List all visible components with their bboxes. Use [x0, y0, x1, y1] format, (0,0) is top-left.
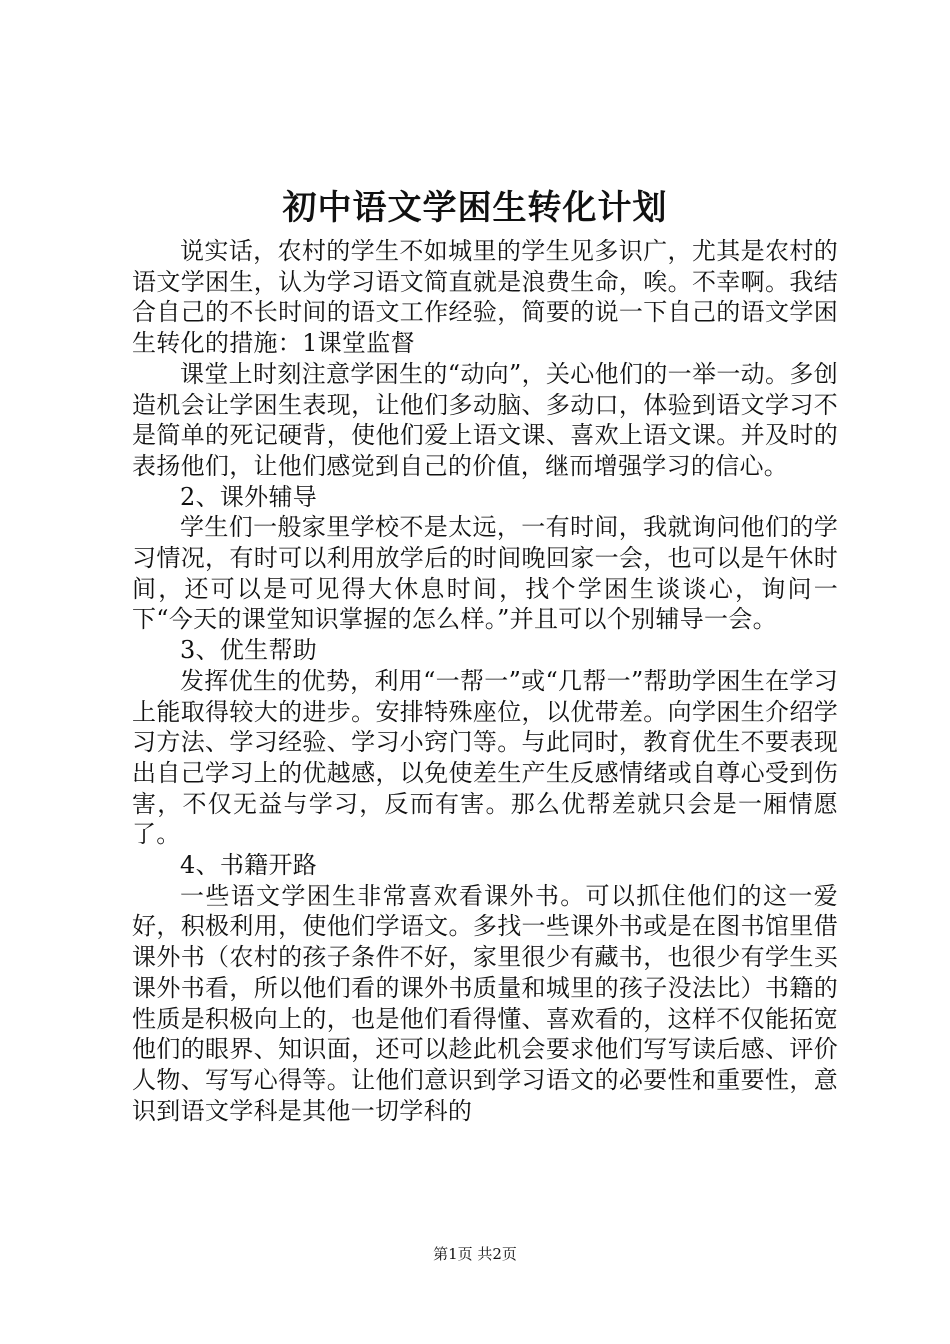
document-body	[132, 236, 838, 1126]
page-number: 第1页 共2页	[433, 1245, 517, 1263]
paragraph-tutoring: 学生们一般家里学校不是太远，一有时间，我就询问他们的学习情况，有时可以利用放学后的时间晚回家一会，也可以是午休时间，还可以是可见得大休息时间，找个学困生谈谈心，询问一下“今天的课堂知识掌握的怎么样。”并且可以个别辅导一会。	[132, 513, 838, 634]
paragraph-classroom: 课堂上时刻注意学困生的“动向”，关心他们的一举一动。多创造机会让学困生表现，让他们多动脑、多动口，体验到语文学习不是简单的死记硬背，使他们爱上语文课、喜欢上语文课。并及时的表扬他们，让他们感觉到自己的价值，继而增强学习的信心。	[132, 359, 838, 480]
heading-tutoring: 2、课外辅导	[180, 482, 318, 511]
paragraph-books: 一些语文学困生非常喜欢看课外书。可以抓住他们的这一爱好，积极利用，使他们学语文。多找一些课外书或是在图书馆里借课外书（农村的孩子条件不好，家里很少有藏书，也很少有学生买课外书看，所以他们看的课外书质量和城里的孩子没法比）书籍的性质是积极向上的，也是他们看得懂、喜欢看的，这样不仅能拓宽他们的眼界、知识面，还可以趁此机会要求他们写写读后感、评价人物、写写心得等。让他们意识到学习语文的必要性和重要性，意识到语文学科是其他一切学科的	[132, 881, 838, 1125]
heading-peer-help: 3、优生帮助	[180, 636, 318, 665]
paragraph-intro: 说实话，农村的学生不如城里的学生见多识广，尤其是农村的语文学困生，认为学习语文简直就是浪费生命，唉。不幸啊。我结合自己的不长时间的语文工作经验，简要的说一下自己的语文学困生转化的措施：1课堂监督	[132, 237, 838, 358]
paragraph-peer-help: 发挥优生的优势，利用“一帮一”或“几帮一”帮助学困生在学习上能取得较大的进步。安排特殊座位，以优带差。向学困生介绍学习方法、学习经验、学习小窍门等。与此同时，教育优生不要表现出自己学习上的优越感，以免使差生产生反感情绪或自尊心受到伤害，不仅无益与学习，反而有害。那么优帮差就只会是一厢情愿了。	[132, 666, 838, 849]
document-title: 初中语文学困生转化计划	[282, 188, 668, 228]
heading-books: 4、书籍开路	[180, 851, 318, 880]
